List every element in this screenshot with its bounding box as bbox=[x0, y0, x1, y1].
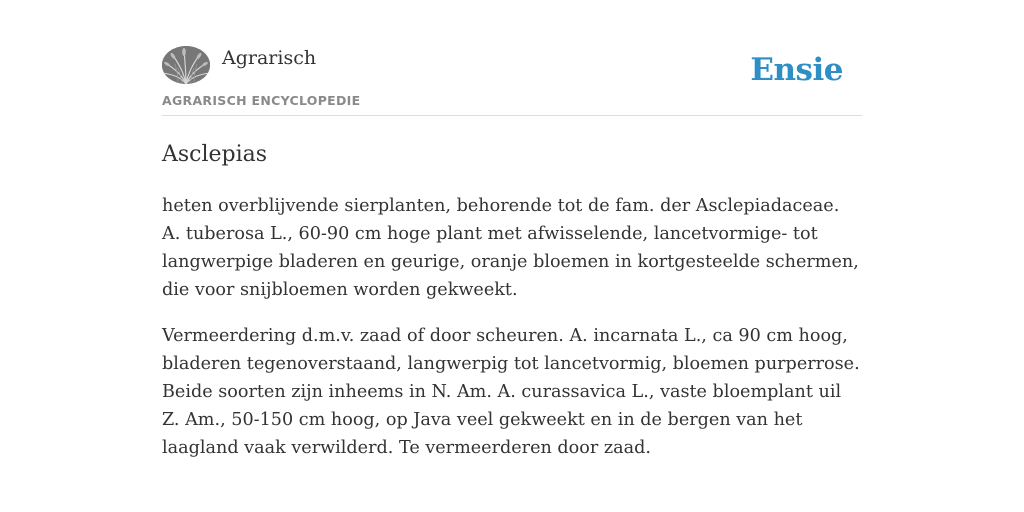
paragraph: Vermeerdering d.m.v. zaad of door scheuren. A. incarnata L., ca 90 cm hoog, bladeren tegenoverstaand, langwerpig tot lancetvormig, bloemen purperrose. Beide soorten zijn inheems in N. Am. A. curassavica L., vaste bloemplant uil Z. Am., 50-150 cm hoog, op Java veel gekweekt en in de bergen van het laagland vaak verwilderd. Te vermeerderen door zaad. bbox=[162, 326, 860, 458]
brand-logo[interactable]: Ensie bbox=[750, 52, 843, 88]
source-name[interactable]: Agrarisch bbox=[222, 47, 317, 69]
source-subtitle: AGRARISCH ENCYCLOPEDIE bbox=[162, 93, 361, 108]
paragraph: heten overblijvende sierplanten, behorende tot de fam. der Asclepiadaceae. A. tuberosa L., 60-90 cm hoge plant met afwisselende, lancetvormige- tot langwerpige bladeren en geurige, oranje bloemen in kortgesteelde schermen, die voor snijbloemen worden gekweekt. bbox=[162, 196, 859, 300]
article-card bbox=[162, 0, 862, 512]
header bbox=[162, 0, 862, 116]
article-title: Asclepias bbox=[162, 142, 268, 167]
wheat-field-icon[interactable] bbox=[162, 46, 210, 84]
article-body bbox=[162, 192, 862, 480]
